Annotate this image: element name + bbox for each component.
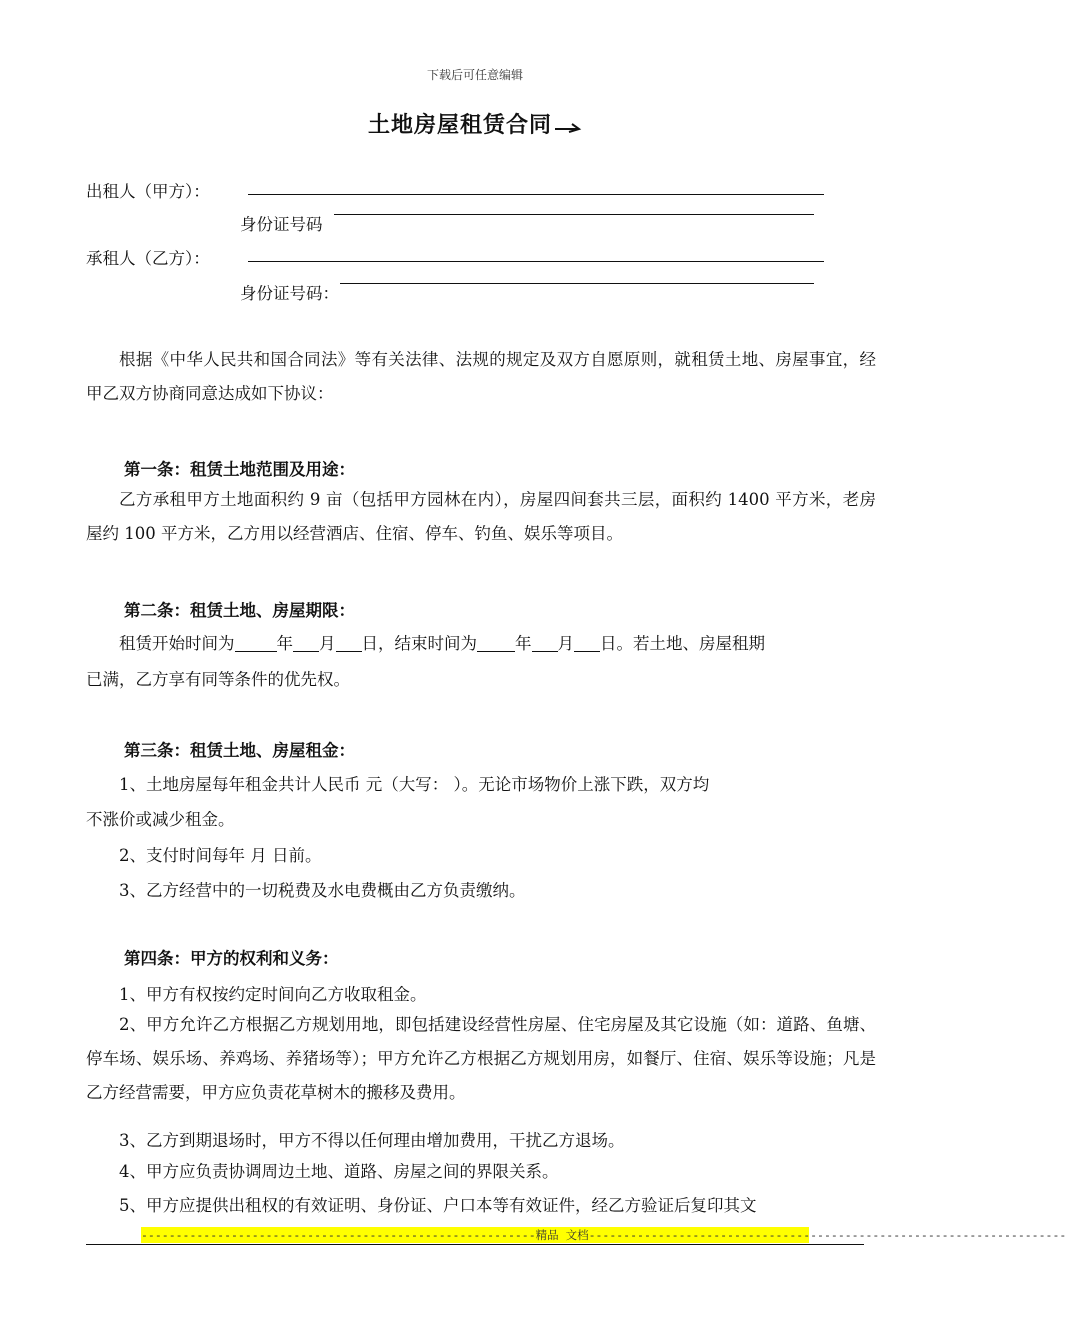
article4-item2: 2、甲方允许乙方根据乙方规划用地，即包括建设经营性房屋、住宅房屋及其它设施（如：道路、鱼塘、停车场、娱乐场、养鸡场、养猪场等）；甲方允许乙方根据乙方规划用房，如餐厅、住宿、娱乐等设施；凡是乙方经营需要，甲方应负责花草树木的搬移及费用。 — [86, 1015, 876, 1102]
article3-item3: 3、乙方经营中的一切税费及水电费概由乙方负责缴纳。 — [119, 881, 526, 900]
article2-end-text: 日，结束时间为 — [361, 634, 477, 653]
start-month-blank[interactable] — [293, 633, 319, 652]
article1-heading: 第一条：租赁土地范围及用途： — [124, 460, 355, 479]
article4-heading: 第四条：甲方的权利和义务： — [124, 949, 339, 968]
lessor-row — [86, 178, 876, 204]
start-year-blank[interactable] — [235, 633, 277, 652]
lessor-id-blank[interactable] — [334, 214, 814, 215]
article2-tail-text: 日。若土地、房屋租期 — [600, 634, 765, 653]
preamble: 根据《中华人民共和国合同法》等有关法律、法规的规定及双方自愿原则，就租赁土地、房屋事宜，经甲乙双方协商同意达成如下协议： — [86, 350, 876, 403]
article4-item4: 4、甲方应负责协调周边土地、道路、房屋之间的界限关系。 — [119, 1162, 559, 1181]
article4-item1: 1、甲方有权按约定时间向乙方收取租金。 — [119, 985, 427, 1004]
lessor-label: 出租人（甲方）： — [86, 182, 210, 201]
lessee-id-label: 身份证号码： — [240, 284, 339, 303]
footer-divider — [86, 1244, 864, 1245]
lessee-id-blank[interactable] — [340, 283, 814, 284]
lessee-name-blank[interactable] — [248, 261, 824, 262]
article2-line1 — [86, 630, 876, 654]
lessee-row — [86, 245, 876, 271]
lessor-name-blank[interactable] — [248, 194, 824, 195]
article4-item3: 3、乙方到期退场时，甲方不得以任何理由增加费用，干扰乙方退场。 — [119, 1131, 625, 1150]
end-year-blank[interactable] — [477, 633, 515, 652]
article3-item1-line2: 不涨价或减少租金。 — [86, 810, 235, 829]
lessor-id-label: 身份证号码 — [240, 215, 323, 234]
article2-year-label-2: 年 — [515, 634, 532, 653]
title-text: 土地房屋租赁合同 — [367, 112, 552, 138]
start-day-blank[interactable] — [336, 633, 362, 652]
arrow-icon — [554, 113, 582, 139]
article3-item2: 2、支付时间每年 月 日前。 — [119, 846, 322, 865]
article4-item5: 5、甲方应提供出租权的有效证明、身份证、户口本等有效证件，经乙方验证后复印其文 — [119, 1196, 757, 1215]
header-note: 下载后可任意编辑 — [426, 68, 523, 82]
article2-line2: 已满，乙方享有同等条件的优先权。 — [86, 670, 350, 689]
article3-item1-line1: 1、土地房屋每年租金共计人民币 元（大写： ）。无论市场物价上涨下跌，双方均 — [119, 775, 710, 794]
article2-year-label: 年 — [276, 634, 293, 653]
end-day-blank[interactable] — [574, 633, 600, 652]
footer-banner: ---------------------------------------------------------精品 文档--------------------------------------------------------------------- — [141, 1228, 1066, 1242]
article2-month-label-2: 月 — [557, 634, 574, 653]
lessee-label: 承租人（乙方）： — [86, 249, 210, 268]
article1-body: 乙方承租甲方土地面积约 9 亩（包括甲方园林在内），房屋四间套共三层，面积约 1400 平方米，老房屋约 100 平方米，乙方用以经营酒店、住宿、停车、钓鱼、娱乐等项目。 — [86, 490, 876, 543]
article3-heading: 第三条：租赁土地、房屋租金： — [124, 741, 355, 760]
contract-title — [0, 108, 950, 139]
article2-month-label: 月 — [319, 634, 336, 653]
end-month-blank[interactable] — [532, 633, 558, 652]
article2-start-text: 租赁开始时间为 — [119, 634, 235, 653]
article2-heading: 第二条：租赁土地、房屋期限： — [124, 601, 355, 620]
